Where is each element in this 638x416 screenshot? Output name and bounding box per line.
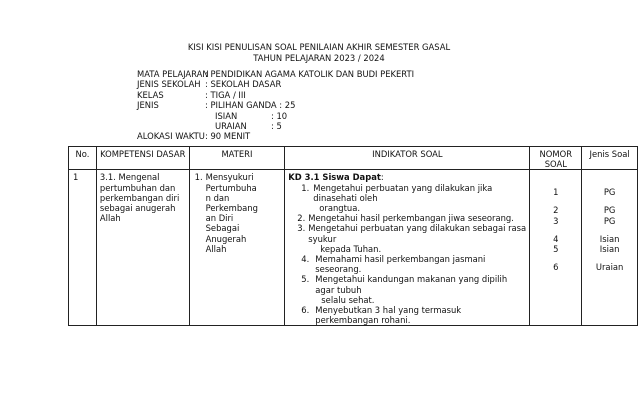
- meta-value-uraian: : 5: [271, 120, 282, 131]
- meta-value-jenis: : PILIHAN GANDA : 25: [205, 100, 296, 111]
- cell-no: 1: [69, 170, 97, 326]
- list-item: 6. Menyebutkan 3 hal yang termasuk perkembangan rohani.: [301, 305, 462, 326]
- kd-title: KD 3.1 Siswa Dapat: [288, 172, 381, 183]
- meta-label-mata-pelajaran: MATA PELAJARAN: [137, 69, 209, 79]
- cell-kompetensi-dasar: [96, 170, 189, 326]
- nomor-value: 5: [553, 243, 559, 254]
- doc-title-line1: KISI KISI PENULISAN SOAL PENILAIAN AKHIR SEMESTER GASAL: [187, 42, 451, 52]
- header-no: No.: [69, 147, 97, 170]
- jenis-value: Isian: [599, 243, 620, 254]
- materi-line: Pertumbuha: [205, 182, 257, 193]
- meta-label-jenis-sekolah: JENIS SEKOLAH: [137, 79, 201, 90]
- meta-label-alokasi-waktu: ALOKASI WAKTU: [137, 131, 205, 142]
- materi-line: Sebagai: [205, 223, 240, 234]
- meta-value-mata-pelajaran: : PENDIDIKAN AGAMA KATOLIK DAN BUDI PEKERTI: [205, 69, 415, 79]
- meta-value-isian: : 10: [271, 110, 288, 121]
- table-header-row: [69, 147, 638, 170]
- jenis-value: Uraian: [595, 261, 624, 272]
- nomor-value: 2: [553, 205, 559, 216]
- header-materi: MATERI: [189, 147, 285, 170]
- materi-text: [206, 172, 258, 254]
- indikator-list: [288, 183, 526, 326]
- kompetensi-line: pertumbuhan dan: [99, 182, 176, 193]
- kisi-kisi-table: [68, 146, 638, 326]
- list-item: 4. Memahami hasil perkembangan jasmani seseorang.: [301, 254, 486, 275]
- meta-label-isian: ISIAN: [215, 110, 238, 121]
- kompetensi-line: sebagai anugerah: [99, 203, 176, 214]
- meta-label-jenis: JENIS: [137, 100, 159, 111]
- materi-number: 1.: [194, 172, 203, 183]
- list-item: 1. Mengetahui perbuatan yang dilakukan jika dinasehati oleh orangtua.: [301, 182, 493, 214]
- materi-line: Allah: [205, 243, 227, 254]
- jenis-value: PG: [603, 205, 616, 216]
- kd-colon: :: [380, 172, 384, 183]
- table-row: [69, 170, 638, 326]
- meta-value-jenis-sekolah: : SEKOLAH DASAR: [205, 79, 282, 90]
- materi-line: Anugerah: [205, 233, 247, 244]
- jenis-value: PG: [603, 215, 616, 226]
- jenis-value: Isian: [599, 233, 620, 244]
- nomor-value: 6: [553, 261, 559, 272]
- header-nomor-line1: NOMOR: [539, 149, 573, 159]
- cell-nomor-soal: [530, 170, 582, 326]
- nomor-value: 1: [553, 187, 559, 198]
- meta-value-kelas: : TIGA / III: [205, 89, 246, 100]
- meta-value-alokasi-waktu: : 90 MENIT: [205, 131, 251, 142]
- materi-line: Perkembang: [205, 203, 258, 214]
- jenis-value: PG: [603, 187, 616, 198]
- header-jenis-soal: Jenis Soal: [582, 147, 638, 170]
- cell-materi: [189, 170, 285, 326]
- meta-block: [137, 69, 414, 142]
- meta-label-uraian: URAIAN: [215, 120, 247, 131]
- kompetensi-line: perkembangan diri: [99, 192, 180, 203]
- list-item: 5. Mengetahui kandungan makanan yang dipilih agar tubuh selalu sehat.: [301, 274, 508, 305]
- kompetensi-line: Allah: [99, 213, 121, 224]
- list-item: 3. Mengetahui perbuatan yang dilakukan sebagai rasa syukur kepada Tuhan.: [297, 223, 527, 254]
- list-item: 2. Mengetahui hasil perkembangan jiwa seseorang.: [297, 213, 514, 224]
- cell-jenis-soal: [582, 170, 638, 326]
- materi-line: n dan: [205, 192, 230, 203]
- doc-title-line2: TAHUN PELAJARAN 2023 / 2024: [253, 53, 385, 63]
- nomor-value: 3: [553, 215, 559, 226]
- header-indikator-soal: INDIKATOR SOAL: [285, 147, 530, 170]
- header-kompetensi-dasar: KOMPETENSI DASAR: [96, 147, 189, 170]
- materi-line: Mensyukuri: [205, 172, 254, 183]
- materi-line: an Diri: [205, 213, 234, 224]
- kompetensi-line: 3.1. Mengenal: [99, 172, 160, 183]
- header-nomor-soal: [530, 147, 582, 170]
- meta-label-kelas: KELAS: [137, 89, 164, 100]
- nomor-value: 4: [553, 233, 559, 244]
- header-nomor-line2: SOAL: [544, 159, 567, 170]
- cell-indikator-soal: [285, 170, 530, 326]
